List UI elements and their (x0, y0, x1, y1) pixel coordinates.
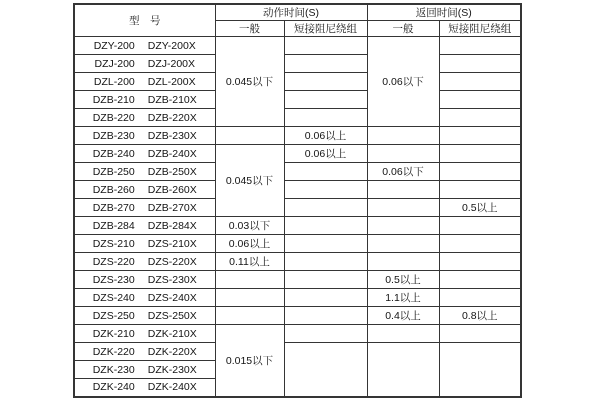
model-name-x: DZL-200X (147, 75, 196, 88)
model-name-x: DZY-200X (147, 39, 196, 52)
model-name-x: DZS-230X (147, 273, 197, 286)
model-cell (74, 253, 215, 271)
action-time-general-cell: 0.03以下 (215, 217, 284, 235)
action-time-damping-cell (284, 163, 367, 181)
action-time-damping-cell: 0.06以上 (284, 127, 367, 145)
model-cell (74, 307, 215, 325)
header-group-row (74, 4, 521, 21)
table-row (74, 127, 521, 145)
action-time-damping-cell (284, 235, 367, 253)
action-general-header: 一般 (215, 21, 284, 37)
return-time-damping-cell: 0.5以上 (439, 199, 521, 217)
action-time-damping-cell (284, 307, 367, 325)
return-time-damping-cell (439, 73, 521, 91)
return-time-damping-cell: 0.8以上 (439, 307, 521, 325)
action-time-damping-cell (284, 109, 367, 127)
model-name: DZS-250 (92, 309, 135, 322)
action-time-damping-cell (284, 73, 367, 91)
action-time-general-cell: 0.11以上 (215, 253, 284, 271)
action-time-general-cell: 0.045以下 (215, 145, 284, 217)
action-time-damping-cell (284, 253, 367, 271)
model-name-x: DZB-260X (147, 183, 197, 196)
table-row (74, 235, 521, 253)
model-name: DZS-240 (92, 291, 135, 304)
action-time-damping-cell (284, 325, 367, 343)
model-name: DZB-210 (92, 93, 135, 106)
table-row (74, 343, 521, 361)
action-time-damping-cell (284, 289, 367, 307)
model-name-x: DZS-250X (147, 309, 197, 322)
table-row (74, 109, 521, 127)
return-time-general-cell: 0.5以上 (367, 271, 439, 289)
model-cell (74, 361, 215, 379)
model-name: DZY-200 (93, 39, 135, 52)
return-time-general-cell (367, 199, 439, 217)
table-row (74, 55, 521, 73)
model-cell (74, 109, 215, 127)
model-name: DZK-210 (92, 327, 135, 340)
action-time-damping-cell (284, 217, 367, 235)
model-name-x: DZB-220X (147, 111, 197, 124)
table-body (74, 37, 521, 397)
model-name-x: DZS-240X (147, 291, 197, 304)
action-time-damping-cell (284, 37, 367, 55)
action-time-general-cell (215, 271, 284, 289)
model-name: DZB-250 (92, 165, 135, 178)
return-damping-header: 短接阻尼绕组 (439, 21, 521, 37)
model-name-x: DZS-220X (147, 255, 197, 268)
model-name-x: DZK-230X (147, 363, 197, 376)
action-time-damping-cell (284, 271, 367, 289)
table-row (74, 181, 521, 199)
model-name-x: DZB-250X (147, 165, 197, 178)
model-name-x: DZK-220X (147, 345, 197, 358)
return-time-damping-cell (439, 217, 521, 235)
model-cell (74, 235, 215, 253)
return-time-general-cell (367, 181, 439, 199)
model-name: DZS-210 (92, 237, 135, 250)
return-time-general-cell (367, 235, 439, 253)
action-time-general-cell (215, 127, 284, 145)
return-time-damping-cell (439, 181, 521, 199)
model-name: DZS-230 (92, 273, 135, 286)
model-cell (74, 127, 215, 145)
return-general-header: 一般 (367, 21, 439, 37)
table-row (74, 307, 521, 325)
model-cell (74, 91, 215, 109)
model-name: DZK-230 (92, 363, 135, 376)
table-row (74, 289, 521, 307)
model-column-header: 型 号 (74, 4, 215, 37)
model-name: DZB-260 (92, 183, 135, 196)
table-row (74, 253, 521, 271)
table-row (74, 199, 521, 217)
action-time-general-cell (215, 289, 284, 307)
table-row (74, 73, 521, 91)
model-name-x: DZJ-200X (147, 57, 196, 70)
return-time-general-cell (367, 127, 439, 145)
model-cell (74, 325, 215, 343)
table-row (74, 145, 521, 163)
model-name-x: DZK-240X (147, 381, 197, 394)
model-name-x: DZS-210X (147, 237, 197, 250)
return-time-damping-cell (439, 271, 521, 289)
return-time-group-header: 返回时间(S) (367, 4, 521, 21)
return-time-general-cell (367, 325, 439, 343)
return-time-damping-cell (439, 343, 521, 397)
return-time-damping-cell (439, 163, 521, 181)
model-name: DZS-220 (92, 255, 135, 268)
model-cell (74, 163, 215, 181)
table-row (74, 217, 521, 235)
model-name: DZB-220 (92, 111, 135, 124)
model-name-x: DZB-210X (147, 93, 197, 106)
table-row (74, 37, 521, 55)
return-time-general-cell (367, 253, 439, 271)
model-name: DZK-240 (92, 381, 135, 394)
return-time-general-cell: 0.4以上 (367, 307, 439, 325)
model-cell (74, 379, 215, 397)
model-name-x: DZB-230X (147, 129, 197, 142)
spec-table (73, 3, 522, 398)
return-time-damping-cell (439, 253, 521, 271)
model-name: DZK-220 (92, 345, 135, 358)
return-time-general-cell: 0.06以下 (367, 163, 439, 181)
model-cell (74, 217, 215, 235)
model-name-x: DZB-270X (147, 201, 197, 214)
action-time-general-cell: 0.045以下 (215, 37, 284, 127)
table-header (74, 4, 521, 37)
model-name: DZB-230 (92, 129, 135, 142)
return-time-damping-cell (439, 145, 521, 163)
action-time-damping-cell: 0.06以上 (284, 145, 367, 163)
model-cell (74, 199, 215, 217)
model-name: DZB-240 (92, 147, 135, 160)
action-time-damping-cell (284, 199, 367, 217)
return-time-damping-cell (439, 289, 521, 307)
table-row (74, 163, 521, 181)
model-name: DZB-284 (92, 219, 135, 232)
action-time-damping-cell (284, 181, 367, 199)
table-row (74, 325, 521, 343)
return-time-damping-cell (439, 235, 521, 253)
return-time-damping-cell (439, 37, 521, 55)
action-time-general-cell: 0.06以上 (215, 235, 284, 253)
return-time-general-cell (367, 217, 439, 235)
return-time-general-cell (367, 145, 439, 163)
action-time-general-cell (215, 307, 284, 325)
model-cell (74, 343, 215, 361)
model-name: DZL-200 (93, 75, 135, 88)
model-cell (74, 289, 215, 307)
table-row (74, 91, 521, 109)
model-name: DZB-270 (92, 201, 135, 214)
action-time-damping-cell (284, 343, 367, 397)
action-damping-header: 短接阻尼绕组 (284, 21, 367, 37)
action-time-damping-cell (284, 91, 367, 109)
model-cell (74, 145, 215, 163)
return-time-damping-cell (439, 109, 521, 127)
action-time-damping-cell (284, 55, 367, 73)
model-name-x: DZK-210X (147, 327, 197, 340)
return-time-damping-cell (439, 55, 521, 73)
return-time-general-cell: 1.1以上 (367, 289, 439, 307)
return-time-damping-cell (439, 91, 521, 109)
model-name: DZJ-200 (94, 57, 135, 70)
model-cell (74, 181, 215, 199)
model-cell (74, 37, 215, 55)
model-cell (74, 55, 215, 73)
model-name-x: DZB-284X (147, 219, 197, 232)
return-time-general-cell (367, 343, 439, 397)
model-name-x: DZB-240X (147, 147, 197, 160)
return-time-damping-cell (439, 127, 521, 145)
action-time-general-cell: 0.015以下 (215, 325, 284, 397)
table-row (74, 271, 521, 289)
action-time-group-header: 动作时间(S) (215, 4, 367, 21)
model-cell (74, 73, 215, 91)
return-time-damping-cell (439, 325, 521, 343)
model-cell (74, 271, 215, 289)
return-time-general-cell: 0.06以下 (367, 37, 439, 127)
